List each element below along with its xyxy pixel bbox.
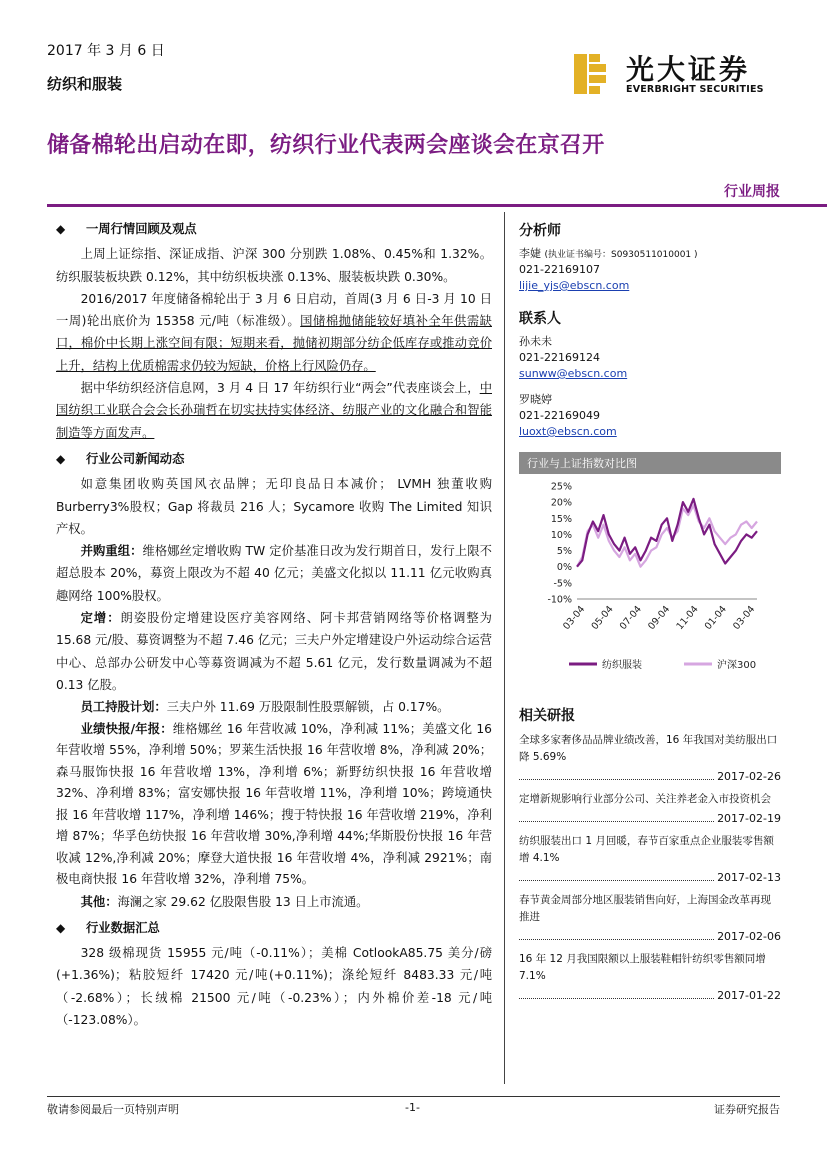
section-heading-industry-data: ◆ 行业数据汇总 xyxy=(56,917,492,939)
y-tick-label: 20% xyxy=(550,497,572,509)
legend-label: 纺织服装 xyxy=(602,660,642,671)
paragraph: 328 级棉现货 15955 元/吨（-0.11%）；美棉 CotlookA85.75 美分/磅(+1.36%)；粘胶短纤 17420 元/吨(+0.11%)；涤纶短纤 8483.33 元/吨（-2.68%）；长绒棉 21500 元/吨（-0.23%）；内外棉价差-18 元/吨（-123.08%）。 xyxy=(56,946,492,1028)
chart-header: 行业与上证指数对比图 xyxy=(519,452,781,474)
logo-chinese: 光大证券 xyxy=(626,53,751,86)
related-report-date: 2017-02-19 xyxy=(717,812,781,825)
page-number: -1- xyxy=(405,1101,420,1114)
analyst-line xyxy=(519,246,781,262)
related-reports-list xyxy=(519,732,781,1003)
main-content xyxy=(56,216,492,1031)
related-report-link[interactable]: 纺织服装出口 1 月回暖，春节百家重点企业服装零售额增 4.1% xyxy=(519,835,774,864)
x-tick-label: 03-04 xyxy=(561,603,588,633)
related-report-link[interactable]: 全球多家奢侈品品牌业绩改善，16 年我国对美纺服出口降 5.69% xyxy=(519,734,778,763)
sector-label: 纺织和服装 xyxy=(47,75,123,93)
header-rule xyxy=(47,204,827,207)
report-title: 储备棉轮出启动在即，纺织行业代表两会座谈会在京召开 xyxy=(47,133,605,158)
paragraph: 业绩快报/年报：维格娜丝 16 年营收减 10%，净利减 11%；美盛文化 16 年营收增 55%，净利增 50%；罗莱生活快报 16 年营收增 8%，净利减 20%；森马服饰快报 16 年营收增 13%，净利增 6%；新野纺织快报 16 年营收增 32%、净利增 83%；富安娜快报 16 年营收增 11%，净利增 10%；跨境通快报 16 年营收增 117%，净利增 146%；搜于特快报 16 年营收增 219%，净利增 87%；华孚色纺快报 16 年营收增 30%,净利增 44%;华斯股份快报 16 年营收减 12%,净利减 20%；摩登大道快报 16 年营收增 4%，净利减 2921%；南极电商快报 16 年营收增 32%，净利增 75%。 xyxy=(56,721,492,887)
paragraph: 定增：朗姿股份定增建设医疗美容网络、阿卡邦营销网络等价格调整为 15.68 元/股、募资调整为不超 7.46 亿元；三夫户外定增建设户外运动综合运营中心、总部办公研发中心等募资调减为不超 5.61 亿元，发行数量调减为不超 0.13 亿股。 xyxy=(56,611,492,692)
related-report-date: 2017-02-13 xyxy=(717,871,781,884)
contact-name: 罗晓婷 xyxy=(519,393,552,406)
sidebar xyxy=(519,216,781,1003)
dotted-leader xyxy=(519,930,714,940)
contact-name: 孙未未 xyxy=(519,335,552,348)
legend-label: 沪深300 xyxy=(717,660,757,671)
logo-english: EVERBRIGHT SECURITIES xyxy=(626,84,764,95)
related-report-date-row xyxy=(519,770,781,784)
paragraph: 上周上证综指、深证成指、沪深 300 分别跌 1.08%、0.45%和 1.32%。纺织服装板块跌 0.12%，其中纺织板块涨 0.13%、服装板块跌 0.30%。 xyxy=(56,247,492,284)
diamond-bullet-icon: ◆ xyxy=(56,451,66,466)
related-report-date-row xyxy=(519,871,781,885)
comparison-chart xyxy=(519,474,781,696)
paragraph: 2016/2017 年度储备棉轮出于 3 月 6 日启动，首周(3 月 6 日-3 月 10 日一周)轮出底价为 15358 元/吨（标准级）。国储棉抛储能较好填补全年供需缺口，棉价中长期上涨空间有限；短期来看，抛储初期部分纺企低库存或推动竞价上升，结构上优质棉需求仍较为短缺，价格上行风险仍存。 xyxy=(56,291,492,373)
paragraph: 据中华纺织经济信息网，3 月 4 日 17 年纺织行业“两会”代表座谈会上，中国纺织工业联合会会长孙瑞哲在切实扶持实体经济、纺服产业的文化融合和智能制造等方面发声。 xyxy=(56,381,492,440)
dotted-leader xyxy=(519,812,714,822)
diamond-bullet-icon: ◆ xyxy=(56,920,66,935)
dotted-leader xyxy=(519,770,714,780)
contact-email-link[interactable]: sunww@ebscn.com xyxy=(519,367,628,380)
related-report-link[interactable]: 16 年 12 月我国限额以上服装鞋帽针纺织零售额同增 7.1% xyxy=(519,953,766,982)
analyst-phone: 021-22169107 xyxy=(519,263,600,276)
analyst-name: 李婕 xyxy=(519,247,541,260)
footer-disclaimer: 敬请参阅最后一页特别声明 xyxy=(47,1103,179,1116)
related-report-date-row xyxy=(519,930,781,944)
y-tick-label: 5% xyxy=(556,546,572,558)
x-tick-label: 03-04 xyxy=(731,603,758,633)
paragraph: 其他：海澜之家 29.62 亿股限售股 13 日上市流通。 xyxy=(80,894,369,909)
y-tick-label: -5% xyxy=(553,578,572,590)
analyst-email-link[interactable]: lijie_yjs@ebscn.com xyxy=(519,279,630,292)
dotted-leader xyxy=(519,871,714,881)
x-tick-label: 01-04 xyxy=(702,603,729,633)
series-line-0 xyxy=(577,499,757,567)
related-report-date: 2017-02-06 xyxy=(717,930,781,943)
x-tick-label: 05-04 xyxy=(589,603,616,633)
related-reports-heading: 相关研报 xyxy=(519,708,575,724)
y-tick-label: 0% xyxy=(556,562,572,574)
y-tick-label: -10% xyxy=(547,594,572,606)
x-tick-label: 09-04 xyxy=(646,603,673,633)
paragraph: 并购重组：维格娜丝定增收购 TW 定价基准日改为发行期首日，发行上限不超总股本 20%，募资上限改为不超 40 亿元；美盛文化拟以 11.11 亿元收购真趣网络 100%股权。 xyxy=(56,544,492,603)
report-date: 2017 年 3 月 6 日 xyxy=(47,43,165,59)
diamond-bullet-icon: ◆ xyxy=(56,222,66,236)
column-divider xyxy=(504,212,505,1084)
contact-email-link[interactable]: luoxt@ebscn.com xyxy=(519,425,617,438)
related-report-date-row xyxy=(519,989,781,1003)
related-report-link[interactable]: 春节黄金周部分地区服装销售向好，上海国金改革再现推进 xyxy=(519,894,771,923)
related-report-date: 2017-02-26 xyxy=(717,770,781,783)
analyst-cert: (执业证书编号：S0930511010001 ) xyxy=(544,250,698,260)
related-report-date-row xyxy=(519,812,781,826)
related-report-link[interactable]: 定增新规影响行业部分公司、关注养老金入市投资机会 xyxy=(519,793,771,805)
related-report-date: 2017-01-22 xyxy=(717,989,781,1002)
footer-label: 证券研究报告 xyxy=(714,1103,780,1116)
section-heading-weekly-review: ◆ 一周行情回顾及观点 xyxy=(56,218,492,240)
dotted-leader xyxy=(519,989,714,999)
contact-phone: 021-22169124 xyxy=(519,351,600,364)
section-heading-company-news: ◆ 行业公司新闻动态 xyxy=(56,448,492,470)
analyst-heading: 分析师 xyxy=(519,223,561,239)
contact-phone: 021-22169049 xyxy=(519,409,600,422)
paragraph: 如意集团收购英国风衣品牌；无印良品日本减价； LVMH 独董收购 Burberry3%股权；Gap 将裁员 216 人；Sycamore 收购 The Limited 知识产权。 xyxy=(56,477,492,536)
x-tick-label: 11-04 xyxy=(674,603,701,633)
footer-rule xyxy=(47,1096,780,1097)
x-tick-label: 07-04 xyxy=(617,603,644,633)
everbright-logo-icon xyxy=(574,54,614,94)
y-tick-label: 25% xyxy=(550,481,572,493)
report-type: 行业周报 xyxy=(724,184,780,200)
y-tick-label: 15% xyxy=(550,513,572,525)
paragraph: 员工持股计划：三夫户外 11.69 万股限制性股票解锁，占 0.17%。 xyxy=(80,700,450,715)
contacts-heading: 联系人 xyxy=(519,311,561,327)
y-tick-label: 10% xyxy=(550,529,572,541)
